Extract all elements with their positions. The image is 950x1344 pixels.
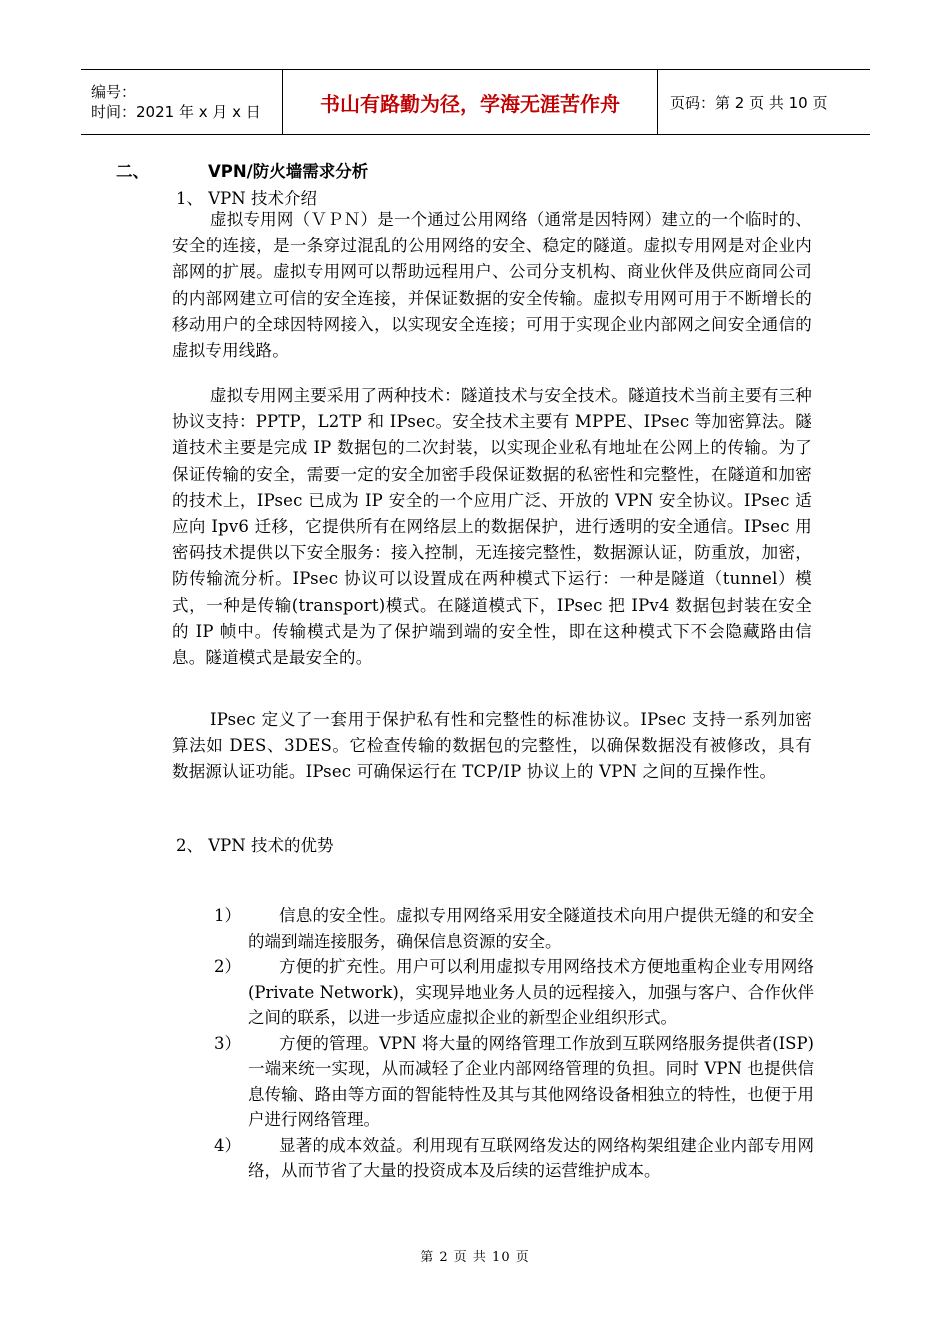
advantages-list	[214, 903, 814, 1184]
paragraph-vpn-tech: 虚拟专用网主要采用了两种技术：隧道技术与安全技术。隧道技术当前主要有三种协议支持：PPTP，L2TP 和 IPsec。安全技术主要有 MPPE、IPsec 等加密算法。隧道技术主要是完成 IP 数据包的二次封装，以实现企业私有地址在公网上的传输。为了保证传输的安全，需要一定的安全加密手段保证数据的私密性和完整性，在隧道和加密的技术上，IPsec 已成为 IP 安全的一个应用广泛、开放的 VPN 安全协议。IPsec 适应向 Ipv6 迁移，它提供所有在网络层上的数据保护，进行透明的安全通信。IPsec 用密码技术提供以下安全服务：接入控制，无连接完整性，数据源认证，防重放，加密，防传输流分析。IPsec 协议可以设置成在两种模式下运行：一种是隧道（tunnel）模式，一种是传输(transport)模式。在隧道模式下，IPsec 把 IPv4 数据包封装在安全的 IP 帧中。传输模式是为了保护端到端的安全性，即在这种模式下不会隐藏路由信息。隧道模式是最安全的。	[172, 386, 812, 668]
page-footer: 第 2 页 共 10 页	[420, 1250, 530, 1265]
list-item-text: 方便的扩充性。用户可以利用虚拟专用网络技术方便地重构企业专用网络(Private Network)，实现异地业务人员的远程接入，加强与客户、合作伙伴之间的联系，以进一步适应虚拟企业的新型企业组织形式。	[248, 957, 814, 1027]
list-item-text: 信息的安全性。虚拟专用网络采用安全隧道技术向用户提供无缝的和安全的端到端连接服务，确保信息资源的安全。	[248, 906, 814, 951]
header-motto	[283, 70, 658, 134]
paragraph-ipsec: IPsec 定义了一套用于保护私有性和完整性的标准协议。IPsec 支持一系列加密算法如 DES、3DES。它检查传输的数据包的完整性，以确保数据没有被修改，具有数据源认证功能。IPsec 可确保运行在 TCP/IP 协议上的 VPN 之间的互操作性。	[172, 710, 812, 782]
list-item-text: 方便的管理。VPN 将大量的网络管理工作放到互联网络服务提供者(ISP)一端来统一实现，从而减轻了企业内部网络管理的负担。同时 VPN 也提供信息传输、路由等方面的智能特性及其与其他网络设备相独立的特性，也便于用户进行网络管理。	[248, 1033, 814, 1129]
list-item-number: 3）	[214, 1033, 241, 1053]
list-item	[214, 903, 814, 954]
date-label: 时间：2021 年 x 月 x 日	[91, 103, 261, 121]
section-heading	[116, 158, 368, 182]
page-header	[81, 69, 870, 135]
header-page-info	[658, 70, 870, 134]
list-item	[214, 1031, 814, 1133]
list-item	[214, 954, 814, 1031]
list-item	[214, 1133, 814, 1184]
list-item-number: 2）	[214, 957, 241, 976]
list-item-number: 1）	[214, 906, 241, 925]
motto-text: 书山有路勤为径，学海无涯苦作舟	[320, 91, 620, 116]
list-item-text: 显著的成本效益。利用现有互联网络发达的网络构架组建企业内部专用网络，从而节省了大量的投资成本及后续的运营维护成本。	[248, 1135, 814, 1180]
subsection-heading-2: 2、 VPN 技术的优势	[176, 836, 334, 855]
list-item-number: 4）	[214, 1135, 241, 1155]
section-title: VPN/防火墙需求分析	[208, 162, 369, 181]
section-number: 二、	[116, 162, 149, 181]
subsection-heading-1: 1、 VPN 技术介绍	[176, 189, 317, 208]
header-meta	[81, 70, 283, 134]
paragraph-vpn-intro: 虚拟专用网（ＶＰＮ）是一个通过公用网络（通常是因特网）建立的一个临时的、安全的连接，是一条穿过混乱的公用网络的安全、稳定的隧道。虚拟专用网是对企业内部网的扩展。虚拟专用网可以帮助远程用户、公司分支机构、商业伙伴及供应商同公司的内部网建立可信的安全连接，并保证数据的安全传输。虚拟专用网可用于不断增长的移动用户的全球因特网接入，以实现安全连接；可用于实现企业内部网之间安全通信的虚拟专用线路。	[172, 210, 812, 361]
number-label: 编号：	[91, 83, 137, 101]
page-label: 页码：第 2 页 共 10 页	[670, 93, 828, 112]
